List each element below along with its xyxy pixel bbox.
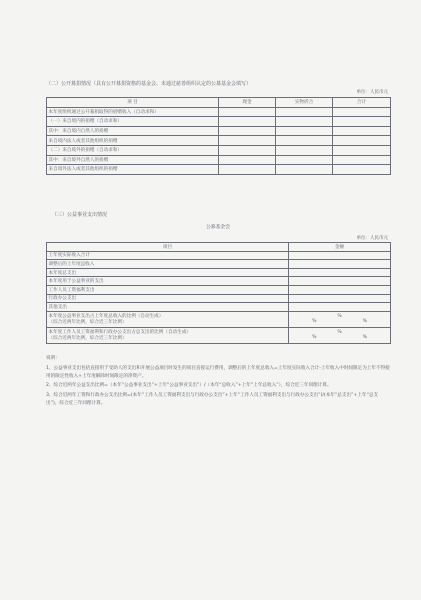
notes-block	[46, 355, 390, 408]
ratio-pct-pair	[289, 335, 390, 340]
column-header: 实物折合	[276, 98, 333, 108]
table-row-ratio	[47, 327, 391, 343]
table-row	[47, 294, 391, 303]
note-item: 2、综合近两年公益支出比例=（本年“公益事业支出”+上年“公益事业支出”）/（本年“总收入”+上年“上年总收入”），综合近三年同理计算。	[46, 383, 332, 389]
table-row	[47, 268, 391, 277]
row-label: 行政办公支出	[47, 294, 289, 303]
column-header: 项目	[47, 243, 289, 252]
cell-value	[333, 165, 391, 175]
ratio-label-line2: （综合近两年比例，综合近三年比例）	[48, 320, 127, 326]
ratio-pct: %	[337, 314, 342, 320]
ratio-value-cell	[289, 311, 391, 327]
row-label: 工作人员工资福利支出	[47, 285, 289, 294]
cell-value	[276, 126, 333, 136]
row-label	[47, 311, 289, 327]
row-label: 来自境内法人或者其他组织的捐赠	[47, 136, 219, 146]
column-header: 合计	[333, 98, 391, 108]
section-title-public-welfare-expenditure: （三）公益事业支出情况	[52, 212, 108, 218]
table-row-ratio	[47, 311, 391, 327]
table-row	[47, 285, 391, 294]
row-label: 其他支出	[47, 303, 289, 312]
cell-value	[219, 107, 276, 117]
row-label: 调整后的上年度总收入	[47, 260, 289, 269]
table-row	[47, 165, 391, 175]
row-label: 本年度总支出	[47, 268, 289, 277]
cell-value	[276, 155, 333, 165]
row-label: 其中：来自境外自然人的捐赠	[47, 155, 219, 165]
cell-value	[219, 155, 276, 165]
note-item: 1、公益事业支出包括直接用于受助人的支出和开展公益项目时发生的项目直接运行费用，调整后的上年度总收入=上年度实际收入合计-上年收入中时间限定为上年不得使用的限定性收入+上年度解除时间限定的净资产。	[46, 365, 390, 379]
table-row	[47, 251, 391, 260]
row-label: 来自境外法人或者其他组织的捐赠	[47, 165, 219, 175]
table-row	[47, 136, 391, 146]
ratio-pct-pair	[289, 319, 390, 324]
column-header: 现金	[219, 98, 276, 108]
row-label: 本年度组织通过公开募捐取得的捐赠收入（自动求和）	[47, 107, 219, 117]
ratio-label-line1: 本年度工作人员工资福利和行政办公支出占总支出的比例（自动生成）	[48, 330, 191, 336]
ratio-pct: %	[312, 335, 317, 341]
cell-value	[289, 294, 391, 303]
cell-value	[276, 107, 333, 117]
ratio-pct: %	[362, 319, 367, 325]
cell-value	[219, 117, 276, 127]
column-header: 金额	[289, 243, 391, 252]
cell-value	[219, 145, 276, 155]
cell-value	[333, 126, 391, 136]
section-title-public-fundraising: （二）公开募捐情况（具有公开募捐资格的基金会、未通过慈善组织认定的公募基金会填写）	[46, 81, 252, 87]
cell-value	[289, 260, 391, 269]
cell-value	[333, 117, 391, 127]
table-row	[47, 145, 391, 155]
cell-value	[289, 285, 391, 294]
cell-value	[289, 268, 391, 277]
cell-value	[219, 126, 276, 136]
table-row	[47, 107, 391, 117]
table-row	[47, 155, 391, 165]
table-header-row	[47, 243, 391, 252]
cell-value	[276, 136, 333, 146]
cell-value	[219, 165, 276, 175]
cell-value	[289, 303, 391, 312]
section-subtitle: 公募基金会	[206, 225, 230, 230]
table-row	[47, 117, 391, 127]
ratio-pct: %	[312, 319, 317, 325]
ratio-value-cell	[289, 327, 391, 343]
row-label: （二）来自境外的捐赠（自动求和）	[47, 145, 219, 155]
row-label	[47, 327, 289, 343]
table-row	[47, 260, 391, 269]
public-fundraising-table	[46, 97, 391, 175]
column-header: 项 目	[47, 98, 219, 108]
unit-label: 单位：人民币元	[356, 236, 388, 241]
cell-value	[276, 165, 333, 175]
cell-value	[276, 117, 333, 127]
cell-value	[289, 251, 391, 260]
row-label: 其中：来自境内自然人的捐赠	[47, 126, 219, 136]
ratio-pct: %	[362, 335, 367, 341]
table-header-row	[47, 98, 391, 108]
notes-label: 说明：	[46, 356, 60, 361]
cell-value	[219, 136, 276, 146]
row-label: （一）来自境内的捐赠（自动求和）	[47, 117, 219, 127]
cell-value	[333, 155, 391, 165]
table-row	[47, 277, 391, 286]
unit-label: 单位：人民币元	[356, 90, 388, 95]
ratio-label-line1: 本年度公益事业支出占上年度总收入的比例（自动生成）	[48, 314, 164, 320]
row-label: 上年度实际收入合计	[47, 251, 289, 260]
cell-value	[333, 107, 391, 117]
cell-value	[333, 136, 391, 146]
cell-value	[289, 277, 391, 286]
cell-value	[276, 145, 333, 155]
row-label: 本年度用于公益事业的支出	[47, 277, 289, 286]
public-welfare-expenditure-table	[46, 242, 391, 344]
ratio-label-line2: （综合近两年比例，综合近三年比例）	[48, 336, 127, 342]
table-row	[47, 303, 391, 312]
cell-value	[333, 145, 391, 155]
note-item: 3、综合近两年工资和行政办公支出比例=(本年“工作人员工资福利支出与行政办公支出”+上年“工作人员工资福利支出与行政办公支出”)/(本年“总支出”+上年“总支出”)，综合近三年同理计算。	[46, 393, 379, 406]
ratio-pct: %	[337, 330, 342, 336]
table-row	[47, 126, 391, 136]
